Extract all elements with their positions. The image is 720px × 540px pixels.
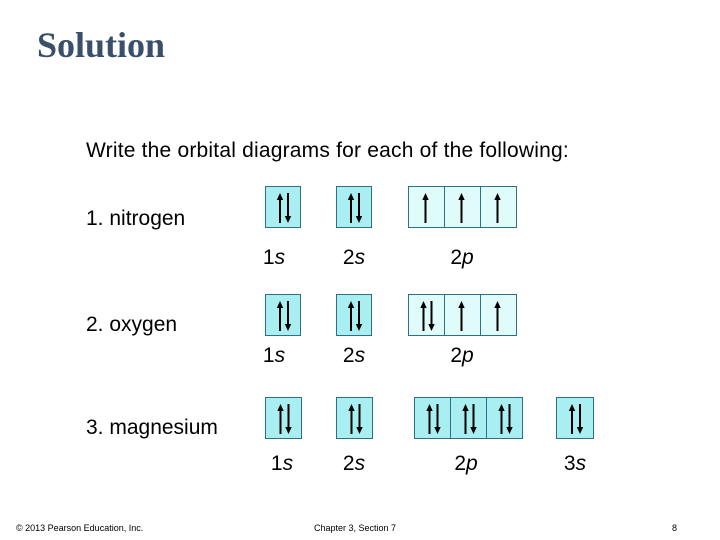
magnesium-2s-box [336, 397, 373, 439]
oxygen-2p-box-2 [444, 294, 481, 336]
magnesium-2p-box-3 [486, 397, 523, 439]
spin-down-arrow-icon [577, 404, 583, 434]
oxygen-2p-box-3 [480, 294, 517, 336]
magnesium-2p-box-1 [414, 397, 451, 439]
spin-up-arrow-icon [426, 404, 432, 434]
spin-down-arrow-icon [356, 301, 362, 331]
nitrogen-2p-label: 2p [450, 246, 474, 269]
footer-chapter: Chapter 3, Section 7 [314, 523, 397, 533]
spin-up-arrow-icon [458, 193, 464, 223]
spin-up-arrow-icon [422, 193, 428, 223]
spin-up-arrow-icon [569, 404, 575, 434]
footer-page-number: 8 [672, 523, 678, 533]
spin-up-arrow-icon [420, 301, 426, 331]
spin-up-arrow-icon [277, 404, 283, 434]
magnesium-3s-box [556, 397, 594, 439]
nitrogen-2p-box-3 [480, 186, 517, 228]
spin-down-arrow-icon [285, 193, 291, 223]
magnesium-1s-label: 1s [270, 452, 294, 475]
nitrogen-1s-box [265, 186, 301, 228]
nitrogen-2s-label: 2s [342, 246, 366, 269]
slide-title: Solution [37, 25, 166, 65]
item-nitrogen-label: 1. nitrogen [86, 207, 186, 230]
oxygen-1s-label: 1s [262, 344, 286, 367]
magnesium-2p-box-2 [450, 397, 487, 439]
nitrogen-2s-box [336, 186, 372, 228]
oxygen-1s-box [265, 294, 301, 336]
spin-up-arrow-icon [348, 404, 354, 434]
magnesium-3s-label: 3s [563, 452, 587, 475]
spin-up-arrow-icon [498, 404, 504, 434]
spin-down-arrow-icon [285, 404, 291, 434]
spin-up-arrow-icon [458, 301, 464, 331]
spin-down-arrow-icon [285, 301, 291, 331]
oxygen-2p-box-1 [408, 294, 445, 336]
item-oxygen-label: 2. oxygen [86, 313, 178, 336]
footer-copyright: © 2013 Pearson Education, Inc. [16, 523, 144, 533]
spin-down-arrow-icon [356, 193, 362, 223]
spin-up-arrow-icon [348, 301, 354, 331]
question-prompt: Write the orbital diagrams for each of the following: [86, 139, 569, 162]
magnesium-2s-label: 2s [342, 452, 366, 475]
spin-up-arrow-icon [494, 193, 500, 223]
spin-down-arrow-icon [356, 404, 362, 434]
spin-down-arrow-icon [434, 404, 440, 434]
item-magnesium-label: 3. magnesium [86, 416, 218, 439]
magnesium-1s-box [265, 397, 302, 439]
spin-up-arrow-icon [494, 301, 500, 331]
spin-up-arrow-icon [348, 193, 354, 223]
spin-down-arrow-icon [470, 404, 476, 434]
magnesium-2p-label: 2p [454, 452, 478, 475]
oxygen-2p-label: 2p [450, 344, 474, 367]
spin-up-arrow-icon [462, 404, 468, 434]
nitrogen-2p-box-1 [408, 186, 445, 228]
spin-up-arrow-icon [277, 301, 283, 331]
spin-down-arrow-icon [428, 301, 434, 331]
nitrogen-2p-box-2 [444, 186, 481, 228]
oxygen-2s-label: 2s [342, 344, 366, 367]
oxygen-2s-box [336, 294, 372, 336]
spin-up-arrow-icon [277, 193, 283, 223]
spin-down-arrow-icon [506, 404, 512, 434]
nitrogen-1s-label: 1s [262, 246, 286, 269]
